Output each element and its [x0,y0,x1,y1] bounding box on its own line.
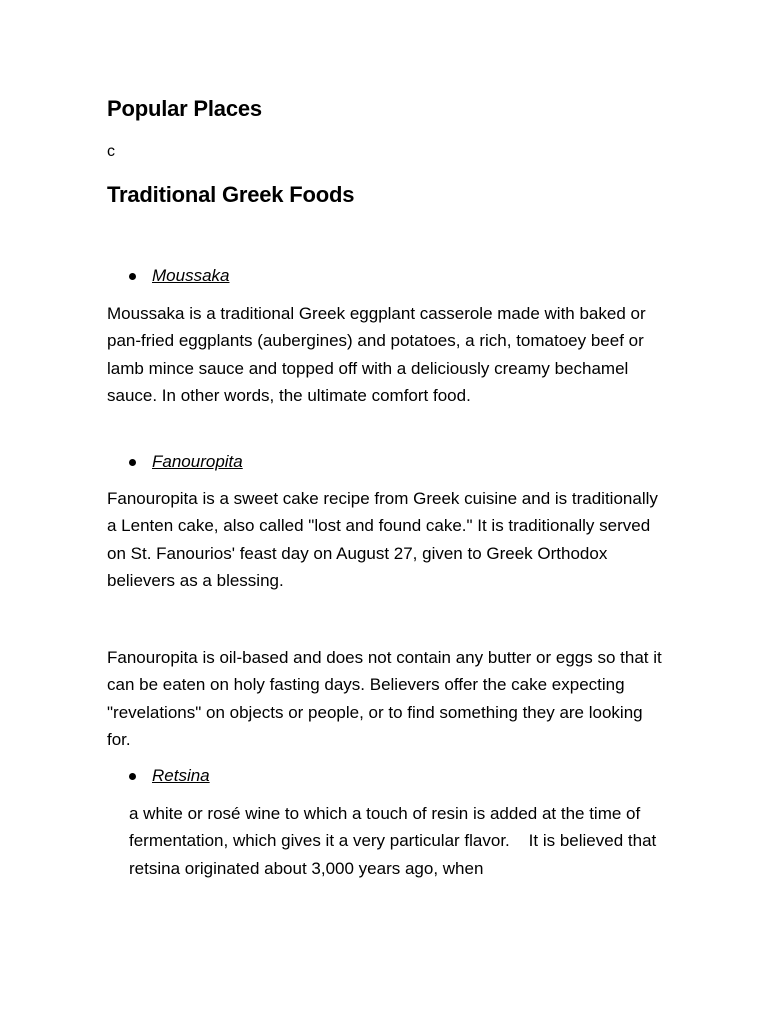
bullet-icon [129,773,136,780]
list-item-term: Fanouropita [152,452,243,471]
bullet-icon [129,273,136,280]
paragraph-moussaka: Moussaka is a traditional Greek eggplant casserole made with baked or pan-fried eggplants (aubergines) and potatoes, a rich, tomatoey beef or lamb mince sauce and topped off with a deliciously creamy bechamel sauce. In other words, the ultimate comfort food. [107,304,646,405]
list-item-moussaka [129,265,229,287]
bullet-icon [129,459,136,466]
heading-popular-places: Popular Places [107,96,262,121]
stray-character: c [107,143,115,160]
heading-traditional-greek-foods: Traditional Greek Foods [107,182,355,207]
paragraph-fanouropita-2: Fanouropita is oil-based and does not contain any butter or eggs so that it can be eaten on holy fasting days. Believers offer the cake expecting "revelations" on objects or people, or to find something they are looking for. [107,648,662,749]
list-item-retsina [129,765,210,787]
paragraph-fanouropita-1: Fanouropita is a sweet cake recipe from Greek cuisine and is traditionally a Lenten cake, also called "lost and found cake." It is traditionally served on St. Fanourios' feast day on August 27, given to Greek Orthodox believers as a blessing. [107,489,658,590]
paragraph-retsina: a white or rosé wine to which a touch of resin is added at the time of fermentation, which gives it a very particular flavor. It is believed that retsina originated about 3,000 years ago, when [129,804,661,878]
list-item-term: Retsina [152,766,210,785]
list-item-fanouropita [129,451,243,473]
list-item-term: Moussaka [152,266,230,285]
